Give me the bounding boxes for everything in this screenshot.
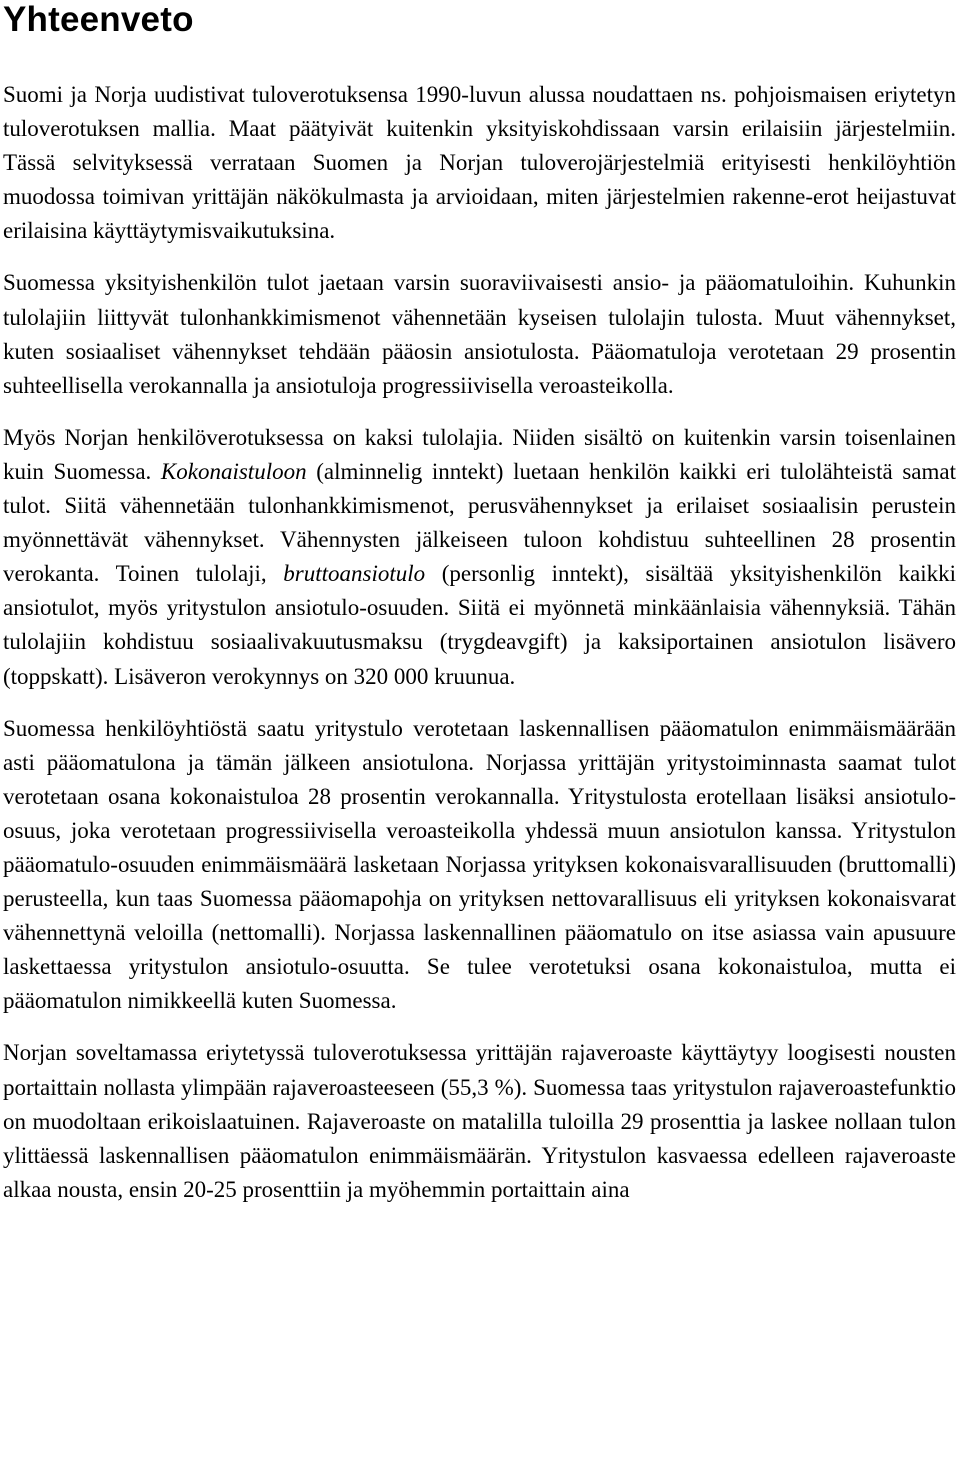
paragraph-business-income: Suomessa henkilöyhtiöstä saatu yritystulo verotetaan laskennallisen pääomatulon enimmäismäärään asti pääomatulona ja tämän jälkeen ansiotulona. Norjassa yrittäjän yritystoiminnasta saamat tulot verotetaan osana kokonaistuloa 28 prosentin verokannalla. Yritystulosta erotellaan lisäksi ansiotulo-osuus, joka verotetaan progressiivisella veroasteikolla yhdessä muun ansiotulon kanssa. Yritystulon pääomatulo-osuuden enimmäismäärä lasketaan Norjassa yrityksen kokonaisvarallisuuden (bruttomalli) perusteella, kun taas Suomessa pääomapohja on yrityksen nettovarallisuus eli yrityksen kokonaisvarat vähennettynä veloilla (nettomalli). Norjassa laskennallinen pääomatulo on itse asiassa vain apusuure laskettaessa yritystulon ansiotulo-osuutta. Se tulee verotetuksi osana kokonaistuloa, mutta ei pääomatulon nimikkeellä kuten Suomessa. (3, 715, 956, 1014)
paragraph-norway-income-types (3, 421, 956, 694)
paragraph-text-segment: Myös Norjan henkilöverotuksessa on kaksi tulolajia. Niiden sisältö on kuitenkin varsin toisenlainen kuin Suomessa. (3, 424, 956, 484)
paragraph-intro: Suomi ja Norja uudistivat tuloverotuksensa 1990-luvun alussa noudattaen ns. pohjoismaisen eriytetyn tuloverotuksen mallia. Maat päätyivät kuitenkin yksityiskohdissaan varsin erilaisiin järjestelmiin. Tässä selvityksessä verrataan Suomen ja Norjan tuloverojärjestelmiä erityisesti henkilöyhtiön muodossa toimivan yrittäjän näkökulmasta ja arvioidaan, miten järjestelmien rakenne-erot heijastuvat erilaisina käyttäytymisvaikutuksina. (3, 82, 956, 244)
italic-term-kokonaistulo: Kokonaistuloon (160, 458, 307, 484)
paragraph-text-segment: (personlig inntekt), sisältää yksityishenkilön kaikki ansiotulot, myös yritystulon ansiotulo-osuuden. Siitä ei myönnetä minkäänlaisia vähennyksiä. Tähän tulolajiin kohdistuu sosiaalivakuutusmaksu (trygdeavgift) ja kaksiportainen ansiotulon lisävero (toppskatt). Lisäveron verokynnys on 320 000 kruunua. (3, 561, 956, 689)
paragraph-marginal-tax-rate: Norjan soveltamassa eriytetyssä tuloverotuksessa yrittäjän rajaveroaste käyttäytyy loogisesti nousten portaittain nollasta ylimpään rajaveroasteeseen (55,3 %). Suomessa taas yritystulon rajaveroastefunktio on muodoltaan erikoislaatuinen. Rajaveroaste on matalilla tuloilla 29 prosenttia ja laskee nollaan tulon ylittäessä laskennallisen pääomatulon enimmäismäärän. Yritystulon kasvaessa edelleen rajaveroaste alkaa nousta, ensin 20-25 prosenttiin ja myöhemmin portaittain aina (3, 1040, 956, 1202)
paragraph-finland-income-types: Suomessa yksityishenkilön tulot jaetaan varsin suoraviivaisesti ansio- ja pääomatuloihin. Kuhunkin tulolajiin liittyvät tulonhankkimismenot vähennetään kyseisen tulolajin tulosta. Muut vähennykset, kuten sosiaaliset vähennykset tehdään pääosin ansiotulosta. Pääomatuloja verotetaan 29 prosentin suhteellisella verokannalla ja ansiotuloja progressiivisella veroasteikolla. (3, 270, 956, 398)
page-title: Yhteenveto (3, 0, 194, 39)
paragraph-text-segment: (alminnelig inntekt) luetaan henkilön kaikki eri tulolähteistä samat tulot. Siitä vähennetään tulonhankkimismenot, perusvähennykset ja erilaiset sosiaalisin perustein myönnettävät vähennykset. Vähennysten jälkeiseen tuloon kohdistuu suhteellinen 28 prosentin verokanta. Toinen tulolaji, (3, 458, 956, 587)
italic-term-bruttoansiotulo: bruttoansiotulo (283, 561, 426, 587)
